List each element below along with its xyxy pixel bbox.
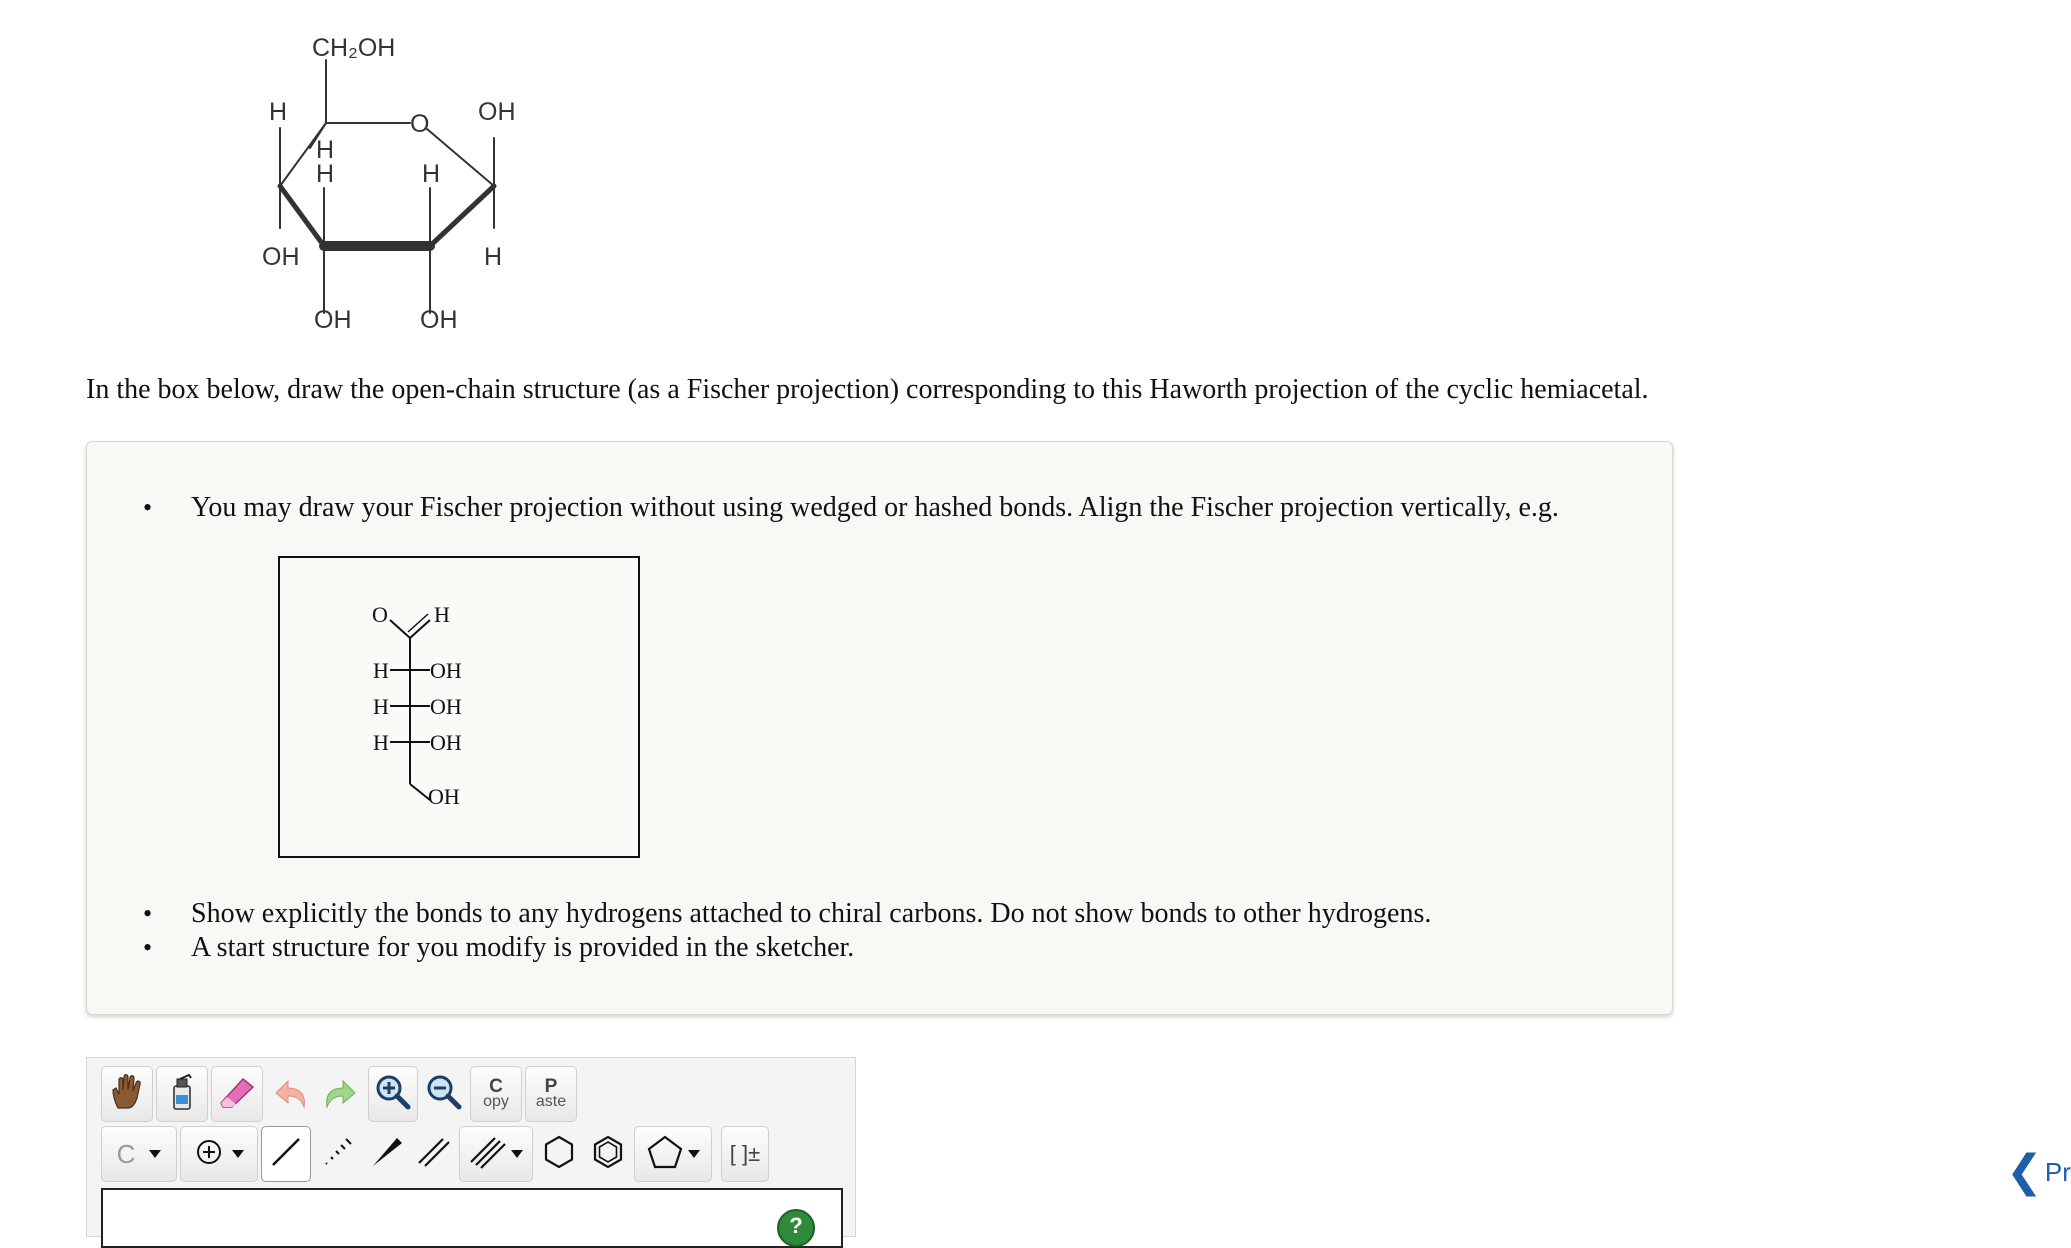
cyclopentane-button[interactable] bbox=[634, 1126, 712, 1182]
copy-button[interactable] bbox=[470, 1066, 522, 1122]
hand-icon bbox=[110, 1074, 144, 1115]
triple-bond-icon bbox=[469, 1135, 507, 1174]
clean-structure-button[interactable] bbox=[156, 1066, 208, 1122]
instruction-bullet-3 bbox=[157, 932, 854, 964]
h-c2-label: H bbox=[422, 160, 441, 188]
chevron-down-icon bbox=[688, 1150, 700, 1158]
bullet-dot bbox=[143, 898, 152, 930]
benzene-button[interactable] bbox=[585, 1126, 631, 1182]
bullet-dot bbox=[143, 932, 152, 964]
sketcher-canvas[interactable] bbox=[101, 1188, 843, 1248]
example-bottom-oh: OH bbox=[428, 784, 460, 809]
instruction-text-2: Show explicitly the bonds to any hydrogens attached to chiral carbons. Do not show bonds to other hydrogens. bbox=[191, 898, 1432, 929]
wedge-bond-icon bbox=[369, 1135, 405, 1174]
erase-button[interactable] bbox=[211, 1066, 263, 1122]
haworth-projection bbox=[250, 28, 580, 348]
hexagon-icon bbox=[541, 1134, 577, 1175]
hashed-bond-button[interactable] bbox=[314, 1126, 362, 1182]
h-c5-lower-label: H bbox=[316, 160, 335, 188]
chevron-down-icon bbox=[232, 1150, 244, 1158]
zoom-out-button[interactable] bbox=[421, 1066, 467, 1122]
bracket-button[interactable] bbox=[721, 1126, 769, 1182]
redo-button[interactable] bbox=[317, 1066, 365, 1122]
cyclohexane-button[interactable] bbox=[536, 1126, 582, 1182]
instruction-text-1: You may draw your Fischer projection without using wedged or hashed bonds. Align the Fischer projection vertically, e.g. bbox=[191, 492, 1559, 523]
oh-c3-label: OH bbox=[314, 306, 352, 334]
paste-label-top: P bbox=[544, 1076, 558, 1097]
instructions-panel bbox=[86, 441, 1673, 1015]
chevron-down-icon bbox=[149, 1150, 161, 1158]
atom-selector-button[interactable] bbox=[101, 1126, 177, 1182]
zoom-in-icon bbox=[374, 1073, 412, 1116]
instruction-bullet-1 bbox=[157, 492, 1559, 524]
atom-label: C bbox=[116, 1138, 136, 1169]
question-text: In the box below, draw the open-chain structure (as a Fischer projection) corresponding to this Haworth projection of the cyclic hemiacetal. bbox=[86, 374, 1649, 405]
oh-c4-label: OH bbox=[262, 243, 300, 271]
plus-circle-icon bbox=[194, 1137, 224, 1172]
clean-bottle-icon bbox=[167, 1073, 197, 1116]
hashed-bond-icon bbox=[320, 1135, 356, 1174]
example-row1-right: OH bbox=[430, 658, 462, 683]
double-bond-button[interactable] bbox=[412, 1126, 456, 1182]
example-aldehyde-o: O bbox=[372, 602, 388, 627]
previous-link-label: Pr bbox=[2044, 1156, 2071, 1187]
copy-label bbox=[483, 1078, 509, 1110]
instruction-bullet-2 bbox=[157, 898, 1431, 930]
h-c5-upper-label: H bbox=[316, 136, 335, 164]
h-c4-label: H bbox=[269, 98, 288, 126]
redo-icon bbox=[321, 1075, 361, 1114]
paste-label bbox=[536, 1078, 566, 1110]
example-row3-right: OH bbox=[430, 730, 462, 755]
copy-label-top: C bbox=[489, 1076, 503, 1097]
benzene-icon bbox=[590, 1134, 626, 1175]
undo-icon bbox=[270, 1075, 310, 1114]
zoom-out-icon bbox=[425, 1073, 463, 1116]
example-fischer-projection bbox=[280, 558, 638, 856]
example-fischer-box bbox=[278, 556, 640, 858]
eraser-icon bbox=[217, 1075, 257, 1114]
oh-c2-label: OH bbox=[420, 306, 458, 334]
undo-button[interactable] bbox=[266, 1066, 314, 1122]
zoom-in-button[interactable] bbox=[368, 1066, 418, 1122]
double-bond-icon bbox=[416, 1135, 452, 1174]
ring-oxygen-label: O bbox=[410, 110, 430, 138]
h-c1-label: H bbox=[484, 243, 503, 271]
single-bond-icon bbox=[269, 1135, 303, 1174]
bullet-dot bbox=[143, 492, 152, 524]
ch2oh-label: CH₂OH bbox=[312, 34, 396, 62]
instruction-text-3: A start structure for you modify is provided in the sketcher. bbox=[191, 932, 855, 963]
wedge-bond-button[interactable] bbox=[365, 1126, 409, 1182]
charge-selector-button[interactable] bbox=[180, 1126, 258, 1182]
example-row1-left: H bbox=[373, 658, 389, 683]
paste-button[interactable] bbox=[525, 1066, 577, 1122]
example-row2-left: H bbox=[373, 694, 389, 719]
example-aldehyde-h: H bbox=[434, 602, 450, 627]
molecule-sketcher bbox=[86, 1057, 856, 1237]
help-icon[interactable]: ? bbox=[777, 1209, 815, 1247]
previous-link[interactable] bbox=[2006, 1147, 2071, 1196]
pentagon-icon bbox=[646, 1134, 684, 1175]
bracket-label: [ ]± bbox=[729, 1141, 761, 1166]
sketcher-toolbar-top bbox=[101, 1066, 580, 1122]
triple-bond-button[interactable] bbox=[459, 1126, 533, 1182]
paste-label-bottom: aste bbox=[535, 1093, 567, 1110]
example-row3-left: H bbox=[373, 730, 389, 755]
sketcher-toolbar-bottom bbox=[101, 1126, 772, 1182]
hand-tool-button[interactable] bbox=[101, 1066, 153, 1122]
chevron-left-icon: ❮ bbox=[2006, 1147, 2043, 1196]
chevron-down-icon bbox=[511, 1150, 523, 1158]
example-row2-right: OH bbox=[430, 694, 462, 719]
copy-label-bottom: opy bbox=[483, 1093, 509, 1110]
single-bond-button[interactable] bbox=[261, 1126, 311, 1182]
oh-anomeric-label: OH bbox=[478, 98, 516, 126]
